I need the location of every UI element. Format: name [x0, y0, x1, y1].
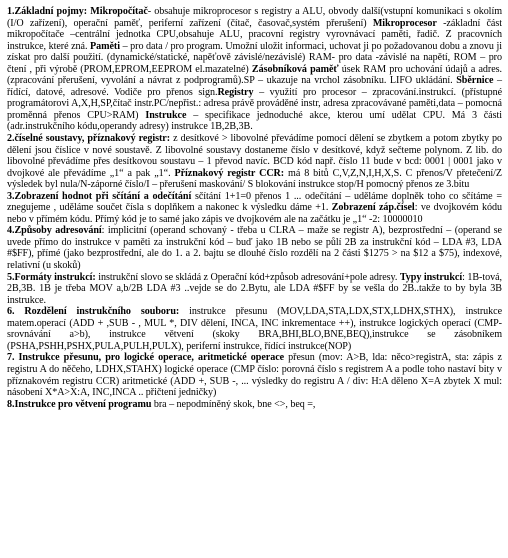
section-paragraph: [7, 225, 502, 271]
bold-term: Zásobníková paměť: [251, 63, 339, 75]
bold-term: 2.číselné soustavy, příznakový registr:: [7, 133, 171, 145]
section-paragraph: [7, 133, 502, 190]
section-4: [7, 225, 502, 271]
bold-term: 3.Zobrazení hodnot při sčítání a odečítání: [7, 190, 192, 202]
bold-term: 1.Základní pojmy: Mikropočítač: [7, 6, 148, 17]
bold-term: Typy instrukcí: [399, 271, 463, 283]
text-run: má 8 bitů C,V,Z,N,I,H,X,S. C přenos/V přetečení/Z výsledek byl nula/N-záporné číslo/I – přerušení maskování/ S blokování instrukce stop/H pomocný přenos ze 3.bitu: [7, 167, 502, 191]
bold-term: Paměti: [90, 40, 120, 52]
bold-term: Mikroprocesor: [372, 17, 437, 29]
section-paragraph: [7, 352, 502, 398]
section-7: [7, 352, 502, 398]
section-2: [7, 133, 502, 191]
section-1: [7, 6, 502, 133]
text-run: úsek RAM pro uchování údajů a adres.(zpracování přerušení, vyvolání a návrat z podprogramů).SP – ukazuje na vrchol zásobníku. LIFO ukládání.: [7, 63, 502, 87]
text-run: -základní část mikropočítače –centrální jednotka CPU,obsahuje ALU, pracovní registry vyrovnávací paměti, řadič. Z pracovních instrukce, které zná.: [7, 17, 502, 52]
text-run: - obsahuje mikroprocesor s registry a ALU, obvody další(vstupní komunikaci s okolím (I/O zařízení), operační paměť, periferní zařízení (čítač, časovač,systém přerušení): [7, 6, 502, 29]
bold-term: 8.Instrukce pro větvení programu: [7, 398, 152, 410]
section-paragraph: [7, 306, 502, 352]
section-5: [7, 272, 502, 307]
section-paragraph: [7, 272, 502, 306]
text-run: z desítkové > libovolné převádíme pomocí dělení se zbytkem a potom zbytky po dělení jsou číslice v nové soustavě. Z libovolné soustavy dostaneme číslo v desítkové, když sečteme polynom. Z lib. do libovolné převádíme přes desítkovou soustavu – 1 převod navíc. BCD kód např. číslo 11 bude v bcd: 0001 | 0001 jako v dvojkové ale převádíme „1“ a pak „1“.: [7, 133, 502, 179]
text-run: sčítání 1+1=0 přenos 1 ... odečítání – uděláme doplněk toho co sčítáme = znegujeme , uděláme součet čísla s doplňkem a nakonec k výsledku dáme +1.: [7, 190, 502, 214]
text-run: : 1B-tová, 2B,3B. 1B je třeba MOV a,b/2B LDA #3 ..vejde se do 2.Bytu, ale LDA #$FF by se vešla do 2B..takže to by byla 3B instrukce.: [7, 271, 503, 306]
bold-term: Registry: [217, 86, 254, 98]
text-run: bra – nepodmíněný skok, bne <>, beq =,: [151, 398, 316, 410]
section-3: [7, 191, 502, 226]
bold-term: 7. Instrukce přesunu, pro logické operace, aritmetické operace: [7, 352, 285, 364]
text-run: – specifikace jednoduché akce, kterou umí udělat CPU. Má 3 části (adr.instrukčního kódu,operandy adresy) instrukce 1B,2B,3B.: [7, 109, 503, 133]
text-run: : implicitní (operand schovaný - třeba u CLRA – maže se registr A), bezprostřední – (operand se uvede přímo do instrukce v paměti za instrukční kód – buď jako 1B nebo se půlí 2B za instrukční kód – LDA #3, LDA #$FF), přímé (jako bezprostřední, ale do 1. a 2. bajtu se dlouhé číslo rozdělí na 2 části $1275 > na $12 a $75), indexové, relativní (u skoků): [7, 225, 502, 272]
bold-term: Instrukce: [145, 109, 187, 121]
text-run: instrukční slovo se skládá z Operační kód+způsob adresování+pole adresy.: [95, 271, 400, 283]
text-run: – pro data / pro program. Umožní uložit informaci, uchovat ji po požadovanou dobu a znovu ji získat pro další použití. (dynamické/statické, napěťově závislé/nezávislé) RAM- pro data -závislé na napětí, ROM – pro čtení , při výrobě (PROM,EPROM,EEPROM el.mazatelné): [7, 40, 502, 75]
text-run: přesun (mov: A>B, lda: něco>registrA, sta: zápis z registru A do něčeho, LDHX,STAHX) logické operace (CMP číslo: porovná číslo s registrem A a podle toho nastaví bity v příznakovém registru CCR) aritmetické (ADD +, SUB -, ... výsledky do registru A / div: H:A děleno X=A zbytek X mul: násobení X*A>X:A, INC,INCA .. přičtení jedničky): [7, 352, 502, 399]
bold-term: Příznakový registr CCR:: [174, 167, 285, 179]
bold-term: 5.Formáty instrukcí:: [7, 271, 96, 283]
bold-term: Zobrazení záp.čísel: [331, 202, 415, 214]
text-run: – řídící, datové, adresové. Vodiče pro přenos sign.: [7, 75, 502, 98]
section-6: [7, 306, 502, 352]
bold-term: Sběrnice: [456, 75, 494, 87]
text-run: – využití pro procesor – zpracování.instrukcí. (přístupné programátorovi A,X,H,SP,čítač instr.PC/nepřist.: adresa právě prováděné instr, adresa zpracovávané paměti,data – pomocná proměnná přenos CPU>RAM): [7, 86, 502, 121]
section-paragraph: [7, 399, 315, 410]
section-8: [7, 399, 502, 411]
section-paragraph: [7, 6, 502, 132]
text-run: : ve dvojkovém kódu nebo v přímém kódu. Přímý kód je to samé jako zápis ve dvojkovém ale na začátku je „1“ -2: 10000010: [7, 202, 502, 225]
bold-term: 6. Rozdělení instrukčního souboru:: [7, 306, 180, 318]
section-paragraph: [7, 191, 502, 225]
bold-term: 4.Způsoby adresování: [7, 225, 102, 237]
text-run: instrukce přesunu (MOV,LDA,STA,LDX,STX,LDHX,STHX), instrukce matem.operací (ADD + ,SUB - , MUL *, DIV dělení, INCA, INC inkrementace ++), instrukce logických operací (CMP- srovnávání a>b), instrukce větvení (skoky BRA,BHI,BLO,BNE,BEQ),instrukce se zásobníkem (PSHA,PSHH,PSHX,PULA,PULH,PULX), periferní instrukce, řídící instrukce(NOP): [7, 306, 502, 352]
